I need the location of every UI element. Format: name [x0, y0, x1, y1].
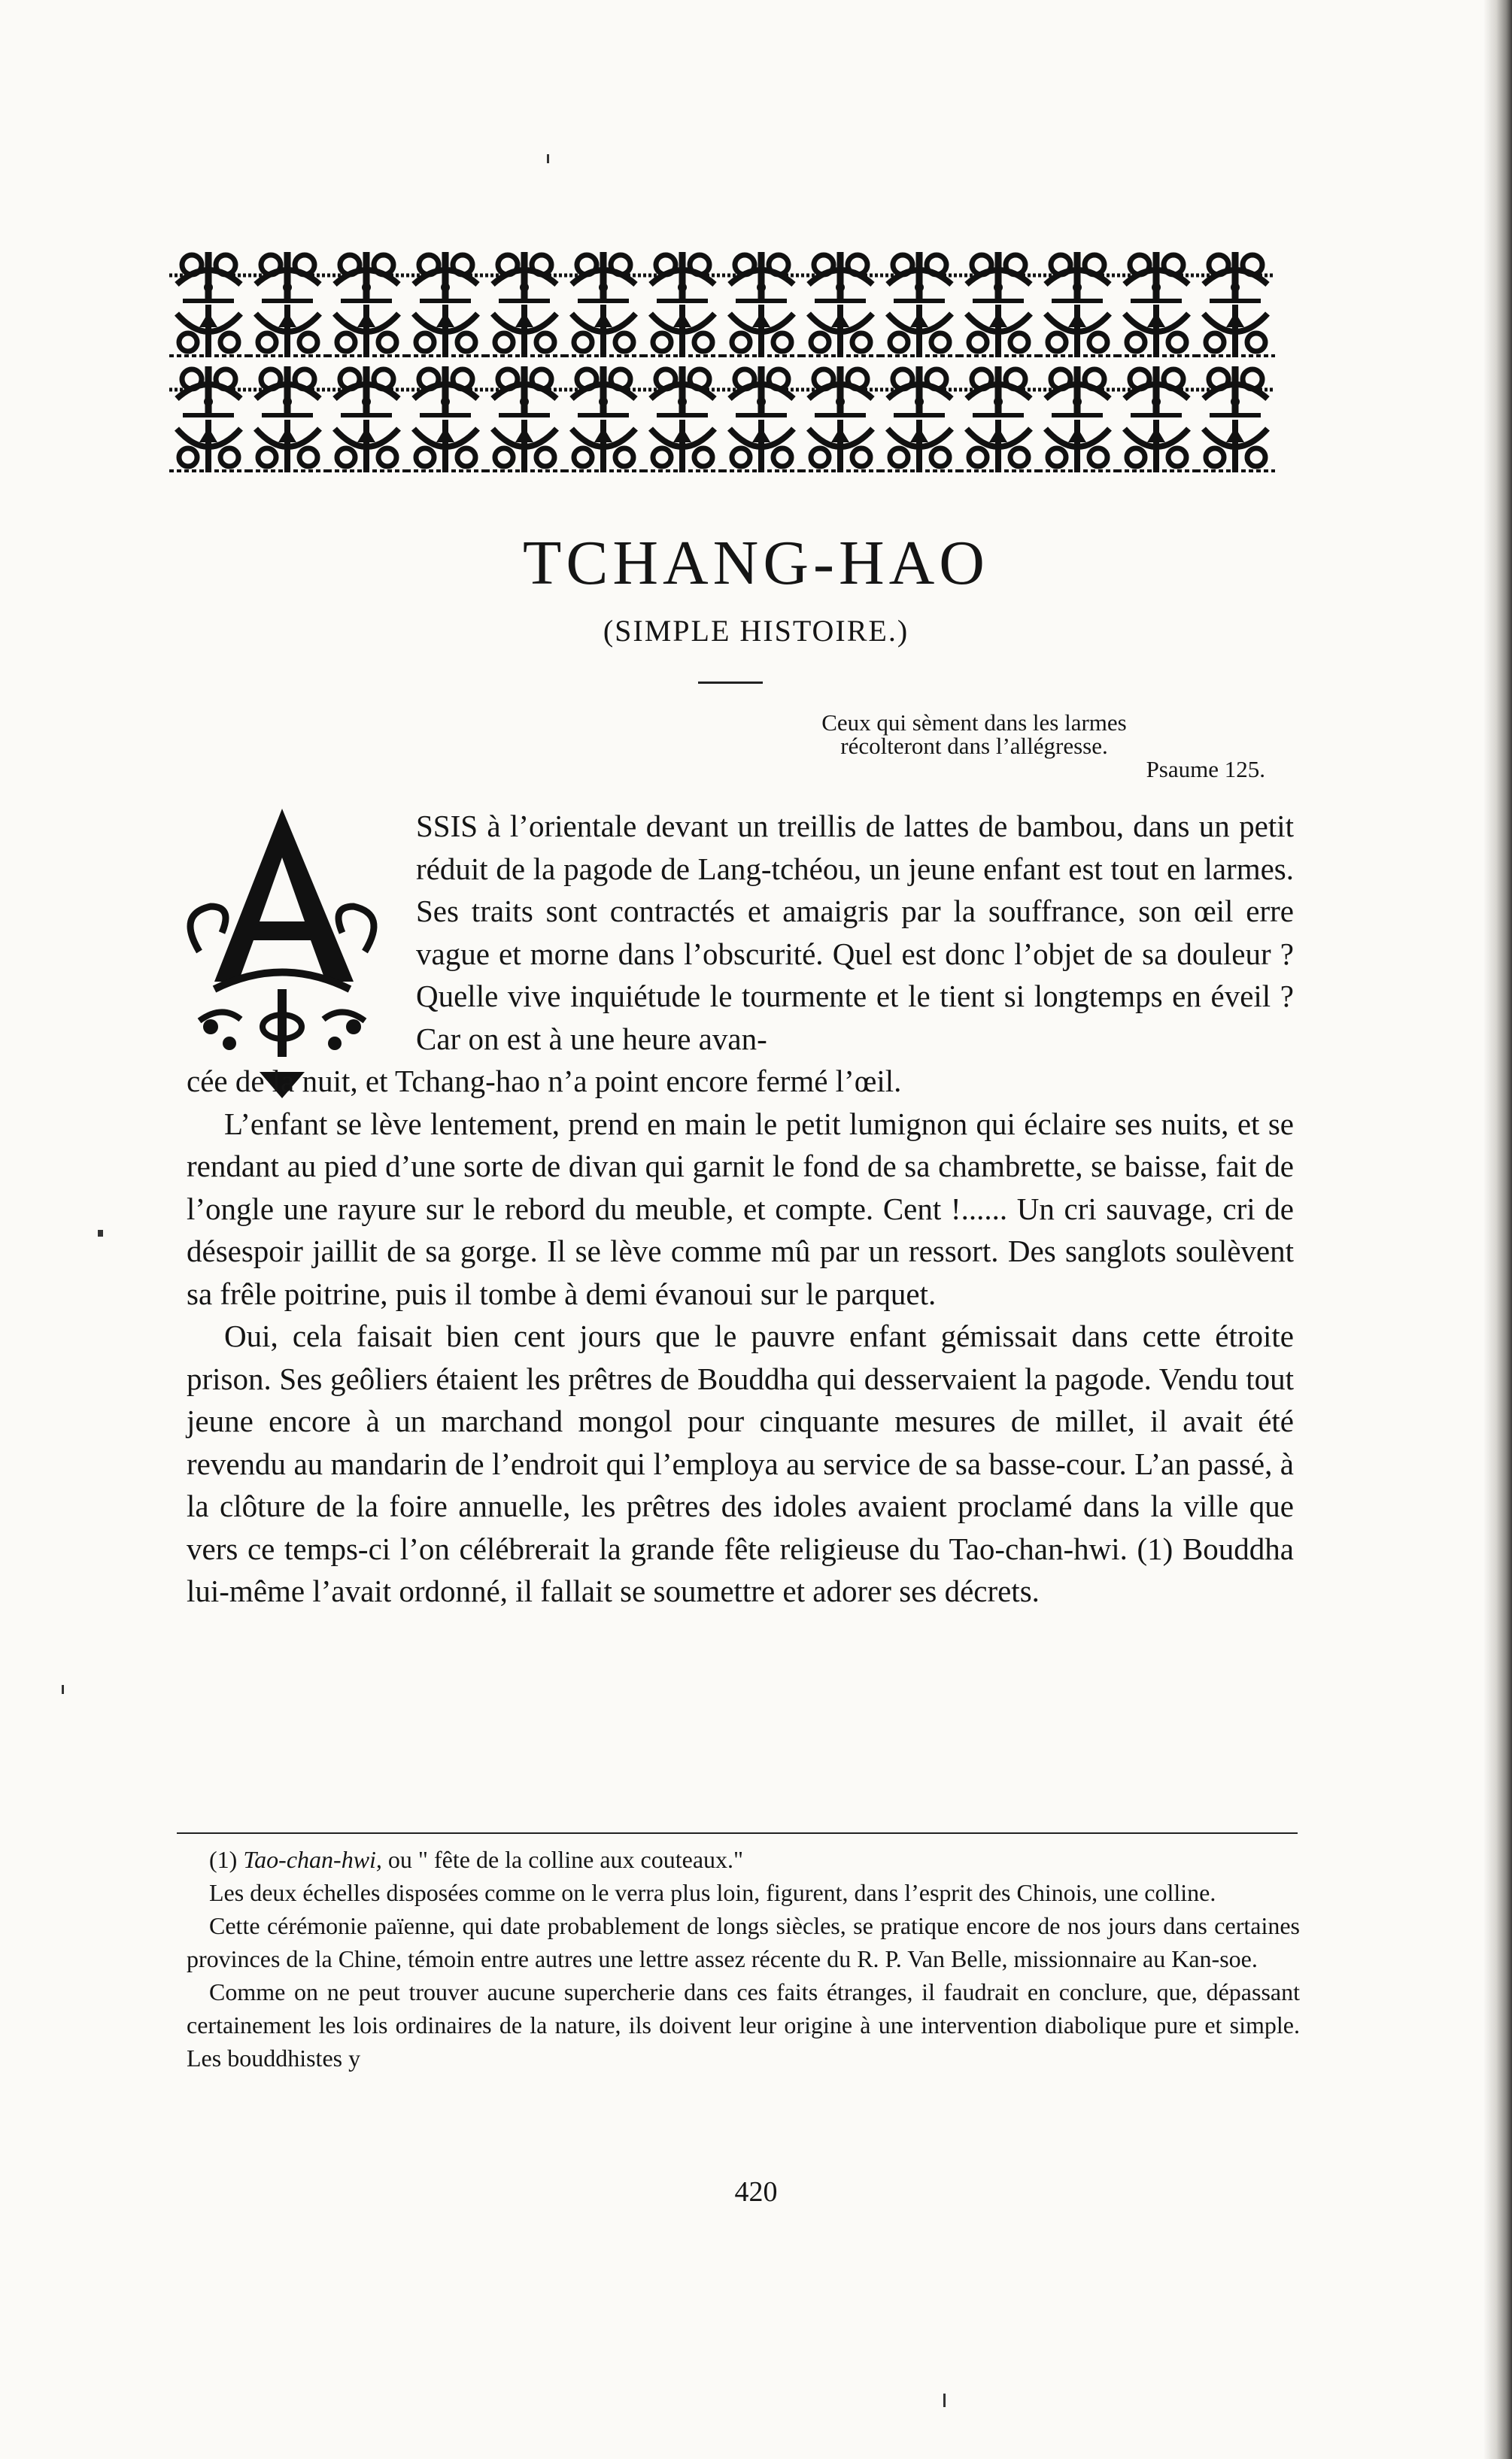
epigraph-source: Psaume 125. — [1146, 756, 1265, 782]
footnote-1 — [187, 1843, 1300, 1876]
epigraph-line-2: récolteront dans l’allégresse. — [840, 733, 1108, 759]
footnote-1-text: ou " fête de la colline aux couteaux." — [387, 1846, 744, 1873]
paragraph-2: L’enfant se lève lentement, prend en main le petit lumignon qui éclaire ses nuits, et se rendant au pied d’une sorte de divan qui garnit le fond de sa chambrette, se baisse, fait de l’ongle une rayure sur le rebord du meuble, et compte. Cent !...... Un cri sauvage, cri de désespoir jaillit de sa gorge. Il se lève comme mû par un ressort. Des sanglots soulèvent sa frêle poitrine, puis il tombe à demi évanoui sur le parquet. — [187, 1106, 1294, 1311]
ornamental-banner — [169, 248, 1275, 475]
title-divider — [698, 682, 763, 684]
paragraph-1-lead: SSIS à l’orientale devant un treillis de lattes de bambou, dans un petit réduit de la pagode de Lang-tchéou, un jeune enfant est tout en larmes. Ses traits sont contractés et amaigris par la souffrance, son œil erre vague et morne dans l’obscurité. Quel est donc l’objet de sa douleur ? Quelle vive inquiétude le tourmente et le tient si longtemps en éveil ? Car on est à une heure avan- — [416, 809, 1294, 1056]
article-title: TCHANG-HAO — [523, 528, 989, 598]
ornament-pattern-icon — [169, 248, 1275, 475]
article-body — [187, 805, 1294, 1613]
footnote-3: Cette cérémonie païenne, qui date probablement de longs siècles, se pratique encore de nos jours dans certaines provinces de la Chine, témoin entre autres une lettre assez récente du R. P. Van Belle, missionnaire au Kan-soe. — [187, 1912, 1300, 1972]
scan-speck — [62, 1685, 64, 1694]
footnote-4: Comme on ne peut trouver aucune supercherie dans ces faits étranges, il faudrait en conclure, que, dépassant certainement les lois ordinaires de la nature, ils doivent leur origine à une intervention diabolique pure et simple. Les bouddhistes y — [187, 1978, 1300, 2072]
footnote-marker: (1) — [209, 1846, 238, 1873]
footnote-2: Les deux échelles disposées comme on le verra plus loin, figurent, dans l’esprit des Chinois, une colline. — [209, 1879, 1216, 1906]
footnotes — [187, 1843, 1300, 2075]
footnote-term: Tao-chan-hwi, — [243, 1846, 382, 1873]
page-edge-shadow — [1483, 0, 1512, 2459]
epigraph-line-1: Ceux qui sèment dans les larmes — [821, 709, 1127, 736]
scan-speck — [943, 2394, 946, 2407]
footnote-divider — [177, 1832, 1298, 1834]
scan-speck — [547, 154, 549, 163]
article-subtitle: (SIMPLE HISTOIRE.) — [603, 614, 909, 648]
epigraph — [677, 711, 1271, 781]
paragraph-1-tail: cée de la nuit, et Tchang-hao n’a point encore fermé l’œil. — [187, 1064, 902, 1098]
scan-speck — [98, 1230, 103, 1237]
page-number: 420 — [734, 2176, 778, 2208]
paragraph-3: Oui, cela faisait bien cent jours que le pauvre enfant gémissait dans cette étroite prison. Ses geôliers étaient les prêtres de Bouddha qui desservaient la pagode. Vendu tout jeune encore à un marchand mongol pour cinquante mesures de millet, il avait été revendu au mandarin de l’endroit qui l’employa au service de sa basse-cour. L’an passé, à la clôture de la foire annuelle, les prêtres des idoles avaient proclamé dans la ville que vers ce temps-ci l’on célébrerait la grande fête religieuse du Tao-chan-hwi. (1) Bouddha lui-même l’avait ordonné, il fallait se soumettre et adorer ses décrets. — [187, 1319, 1294, 1608]
